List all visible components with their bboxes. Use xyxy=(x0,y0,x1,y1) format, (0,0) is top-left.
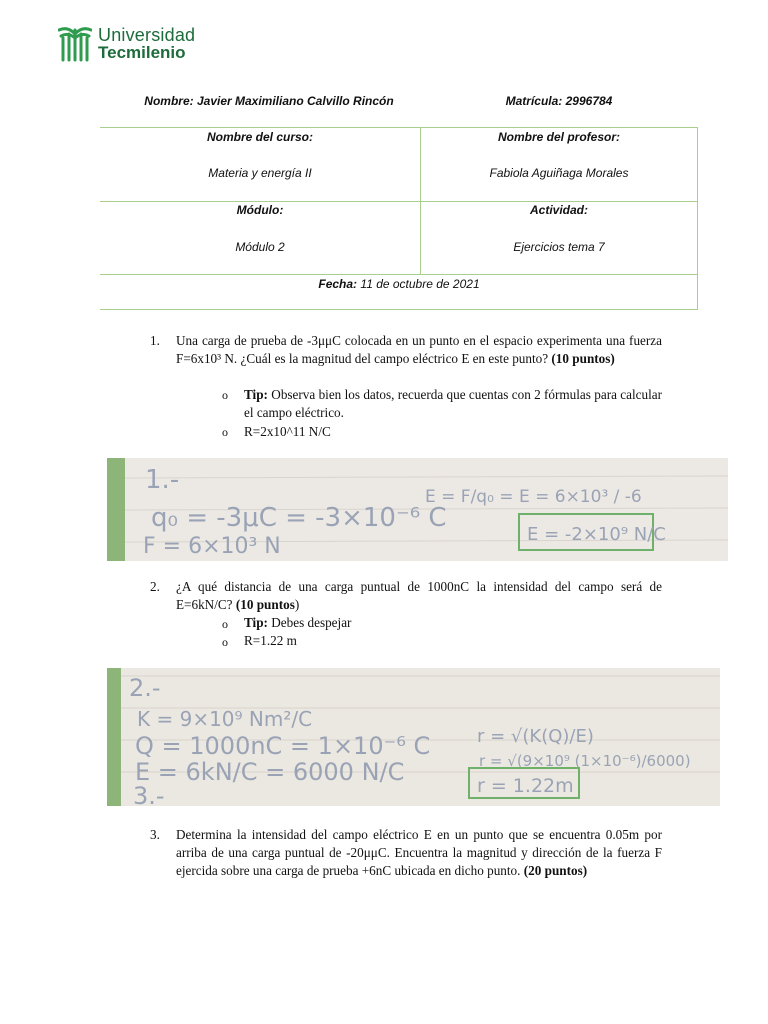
logo-line-2: Tecmilenio xyxy=(98,42,186,62)
student-id: Matrícula: 2996784 xyxy=(505,94,613,108)
table-row-divider xyxy=(100,201,697,202)
bullet-icon: o xyxy=(222,617,228,631)
teacher-label: Nombre del profesor: xyxy=(497,130,620,144)
hw-line: r = √(K(Q)/E) xyxy=(477,726,594,747)
notebook-photo-1 xyxy=(107,458,728,561)
question-number: 1. xyxy=(150,333,160,348)
question-points: (10 puntos) xyxy=(551,351,615,366)
question-2: 2. ¿A qué distancia de una carga puntual de 1000nC la intensidad del campo será de E=6kN/C? (10 puntos) xyxy=(150,579,662,612)
question-text: Determina la intensidad del campo eléctrico E en un punto que se encuentra 0.05m por arriba de una carga puntual de -20μμC. Encuentra la magnitud y dirección de la fuerza F ejercida sobre una carga de prueba +6nC ubicada en dicho punto. xyxy=(176,827,662,878)
bullet-icon: o xyxy=(222,635,228,649)
student-name: Nombre: Javier Maximiliano Calvillo Rincón xyxy=(144,94,394,108)
answer-2: R=1.22 m xyxy=(244,633,297,648)
hw-line: r = √(9×10⁹ (1×10⁻⁶)/6000) xyxy=(479,752,691,770)
question-points: (20 puntos) xyxy=(523,863,588,878)
question-1 xyxy=(150,332,662,368)
logo-line-1: Universidad xyxy=(98,24,196,45)
hw-boxed-answer: r = 1.22m xyxy=(477,775,574,797)
bullet-icon: o xyxy=(222,388,228,402)
hw-boxed-answer: E = -2×10⁹ N/C xyxy=(527,524,666,545)
hw-line: F = 6×10³ N xyxy=(143,534,281,559)
question-text: ¿A qué distancia de una carga puntual de 1000nC la intensidad del campo será de E=6kN/C? xyxy=(176,579,662,612)
tip-1: Tip: Observa bien los datos, recuerda que cuentas con 2 fórmulas para calcular el campo eléctrico. xyxy=(244,387,663,420)
question-text: Una carga de prueba de -3μμC colocada en un punto en el espacio experimenta una fuerza F=6x10³ N. ¿Cuál es la magnitud del campo eléctrico E en este punto? xyxy=(176,333,662,366)
handwritten-solution-2 xyxy=(107,668,720,806)
university-logo xyxy=(58,24,195,62)
question-3 xyxy=(150,826,662,880)
module-label: Módulo: xyxy=(236,203,284,217)
answer-1: R=2x10^11 N/C xyxy=(244,424,331,439)
question-points: (10 puntos xyxy=(235,597,295,612)
date-row: Fecha: 11 de octubre de 2021 xyxy=(318,277,480,291)
hw-line: Q = 1000nC = 1×10⁻⁶ C xyxy=(135,732,431,760)
course-label: Nombre del curso: xyxy=(206,130,314,144)
hw-line: 2.- xyxy=(129,674,161,702)
tip-2: Tip: Debes despejar xyxy=(244,615,352,630)
notebook-photo-2 xyxy=(107,668,720,806)
handwritten-solution-1 xyxy=(107,458,728,561)
hw-line: K = 9×10⁹ Nm²/C xyxy=(137,707,313,731)
module-value: Módulo 2 xyxy=(235,240,285,254)
question-number: 2. xyxy=(150,579,160,594)
course-info-table xyxy=(100,127,698,310)
hw-line: 3.- xyxy=(133,782,165,806)
hw-line: E = 6kN/C = 6000 N/C xyxy=(135,758,405,786)
table-border-top xyxy=(100,127,697,128)
hw-line: E = F/q₀ = E = 6×10³ / -6 xyxy=(425,487,642,507)
table-row-divider xyxy=(100,274,697,275)
hw-line: 1.- xyxy=(145,465,180,495)
activity-value: Ejercicios tema 7 xyxy=(513,240,605,254)
course-value: Materia y energía II xyxy=(208,166,312,180)
hw-line: q₀ = -3μC = -3×10⁻⁶ C xyxy=(151,503,447,533)
tecmilenio-logo-icon xyxy=(58,24,92,62)
student-header xyxy=(100,94,698,116)
teacher-value: Fabiola Aguiñaga Morales xyxy=(489,166,629,180)
bullet-icon: o xyxy=(222,425,228,439)
question-number: 3. xyxy=(150,827,160,842)
activity-label: Actividad: xyxy=(529,203,588,217)
